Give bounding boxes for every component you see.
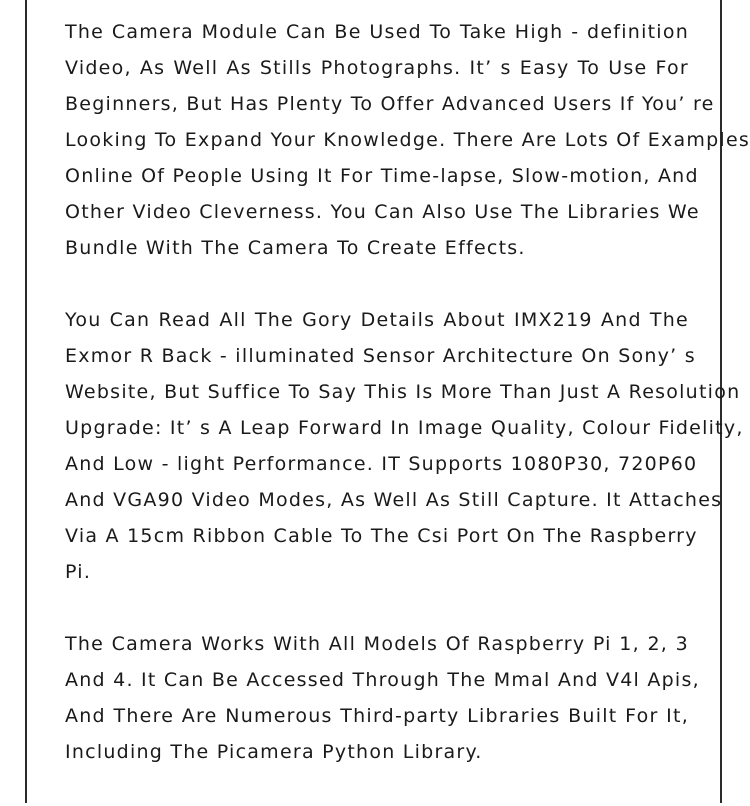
text-line: The Camera Module Can Be Used To Take High - definition [65, 21, 689, 43]
text-line: The Camera Works With All Models Of Raspberry Pi 1, 2, 3 [65, 633, 689, 655]
text-line: Beginners, But Has Plenty To Offer Advanced Users If You’ re [65, 93, 715, 115]
paragraph-sensor-details [65, 302, 744, 590]
text-line: And Low - light Performance. IT Supports 1080P30, 720P60 [65, 453, 698, 475]
text-line: And VGA90 Video Modes, As Well As Still Capture. It Attaches [65, 489, 723, 511]
text-line: Video, As Well As Stills Photographs. It’ s Easy To Use For [65, 57, 689, 79]
text-line: Looking To Expand Your Knowledge. There Are Lots Of Examples [65, 129, 750, 151]
text-line: Via A 15cm Ribbon Cable To The Csi Port On The Raspberry [65, 525, 698, 547]
article-body [65, 14, 750, 806]
text-line: Website, But Suffice To Say This Is More Than Just A Resolution [65, 381, 741, 403]
text-line: And 4. It Can Be Accessed Through The Mmal And V4l Apis, [65, 669, 700, 691]
text-line: Other Video Cleverness. You Can Also Use The Libraries We [65, 201, 700, 223]
text-line: Including The Picamera Python Library. [65, 741, 483, 763]
paragraph-compatibility [65, 626, 700, 770]
text-line: Pi. [65, 561, 92, 583]
text-line: You Can Read All The Gory Details About IMX219 And The [65, 309, 689, 331]
text-line: Upgrade: It’ s A Leap Forward In Image Quality, Colour Fidelity, [65, 417, 744, 439]
text-line: Online Of People Using It For Time-lapse, Slow-motion, And [65, 165, 699, 187]
text-line: And There Are Numerous Third-party Libraries Built For It, [65, 705, 689, 727]
text-line: Bundle With The Camera To Create Effects. [65, 237, 526, 259]
paragraph-camera-module [65, 14, 750, 266]
text-line: Exmor R Back - illuminated Sensor Architecture On Sony’ s [65, 345, 696, 367]
